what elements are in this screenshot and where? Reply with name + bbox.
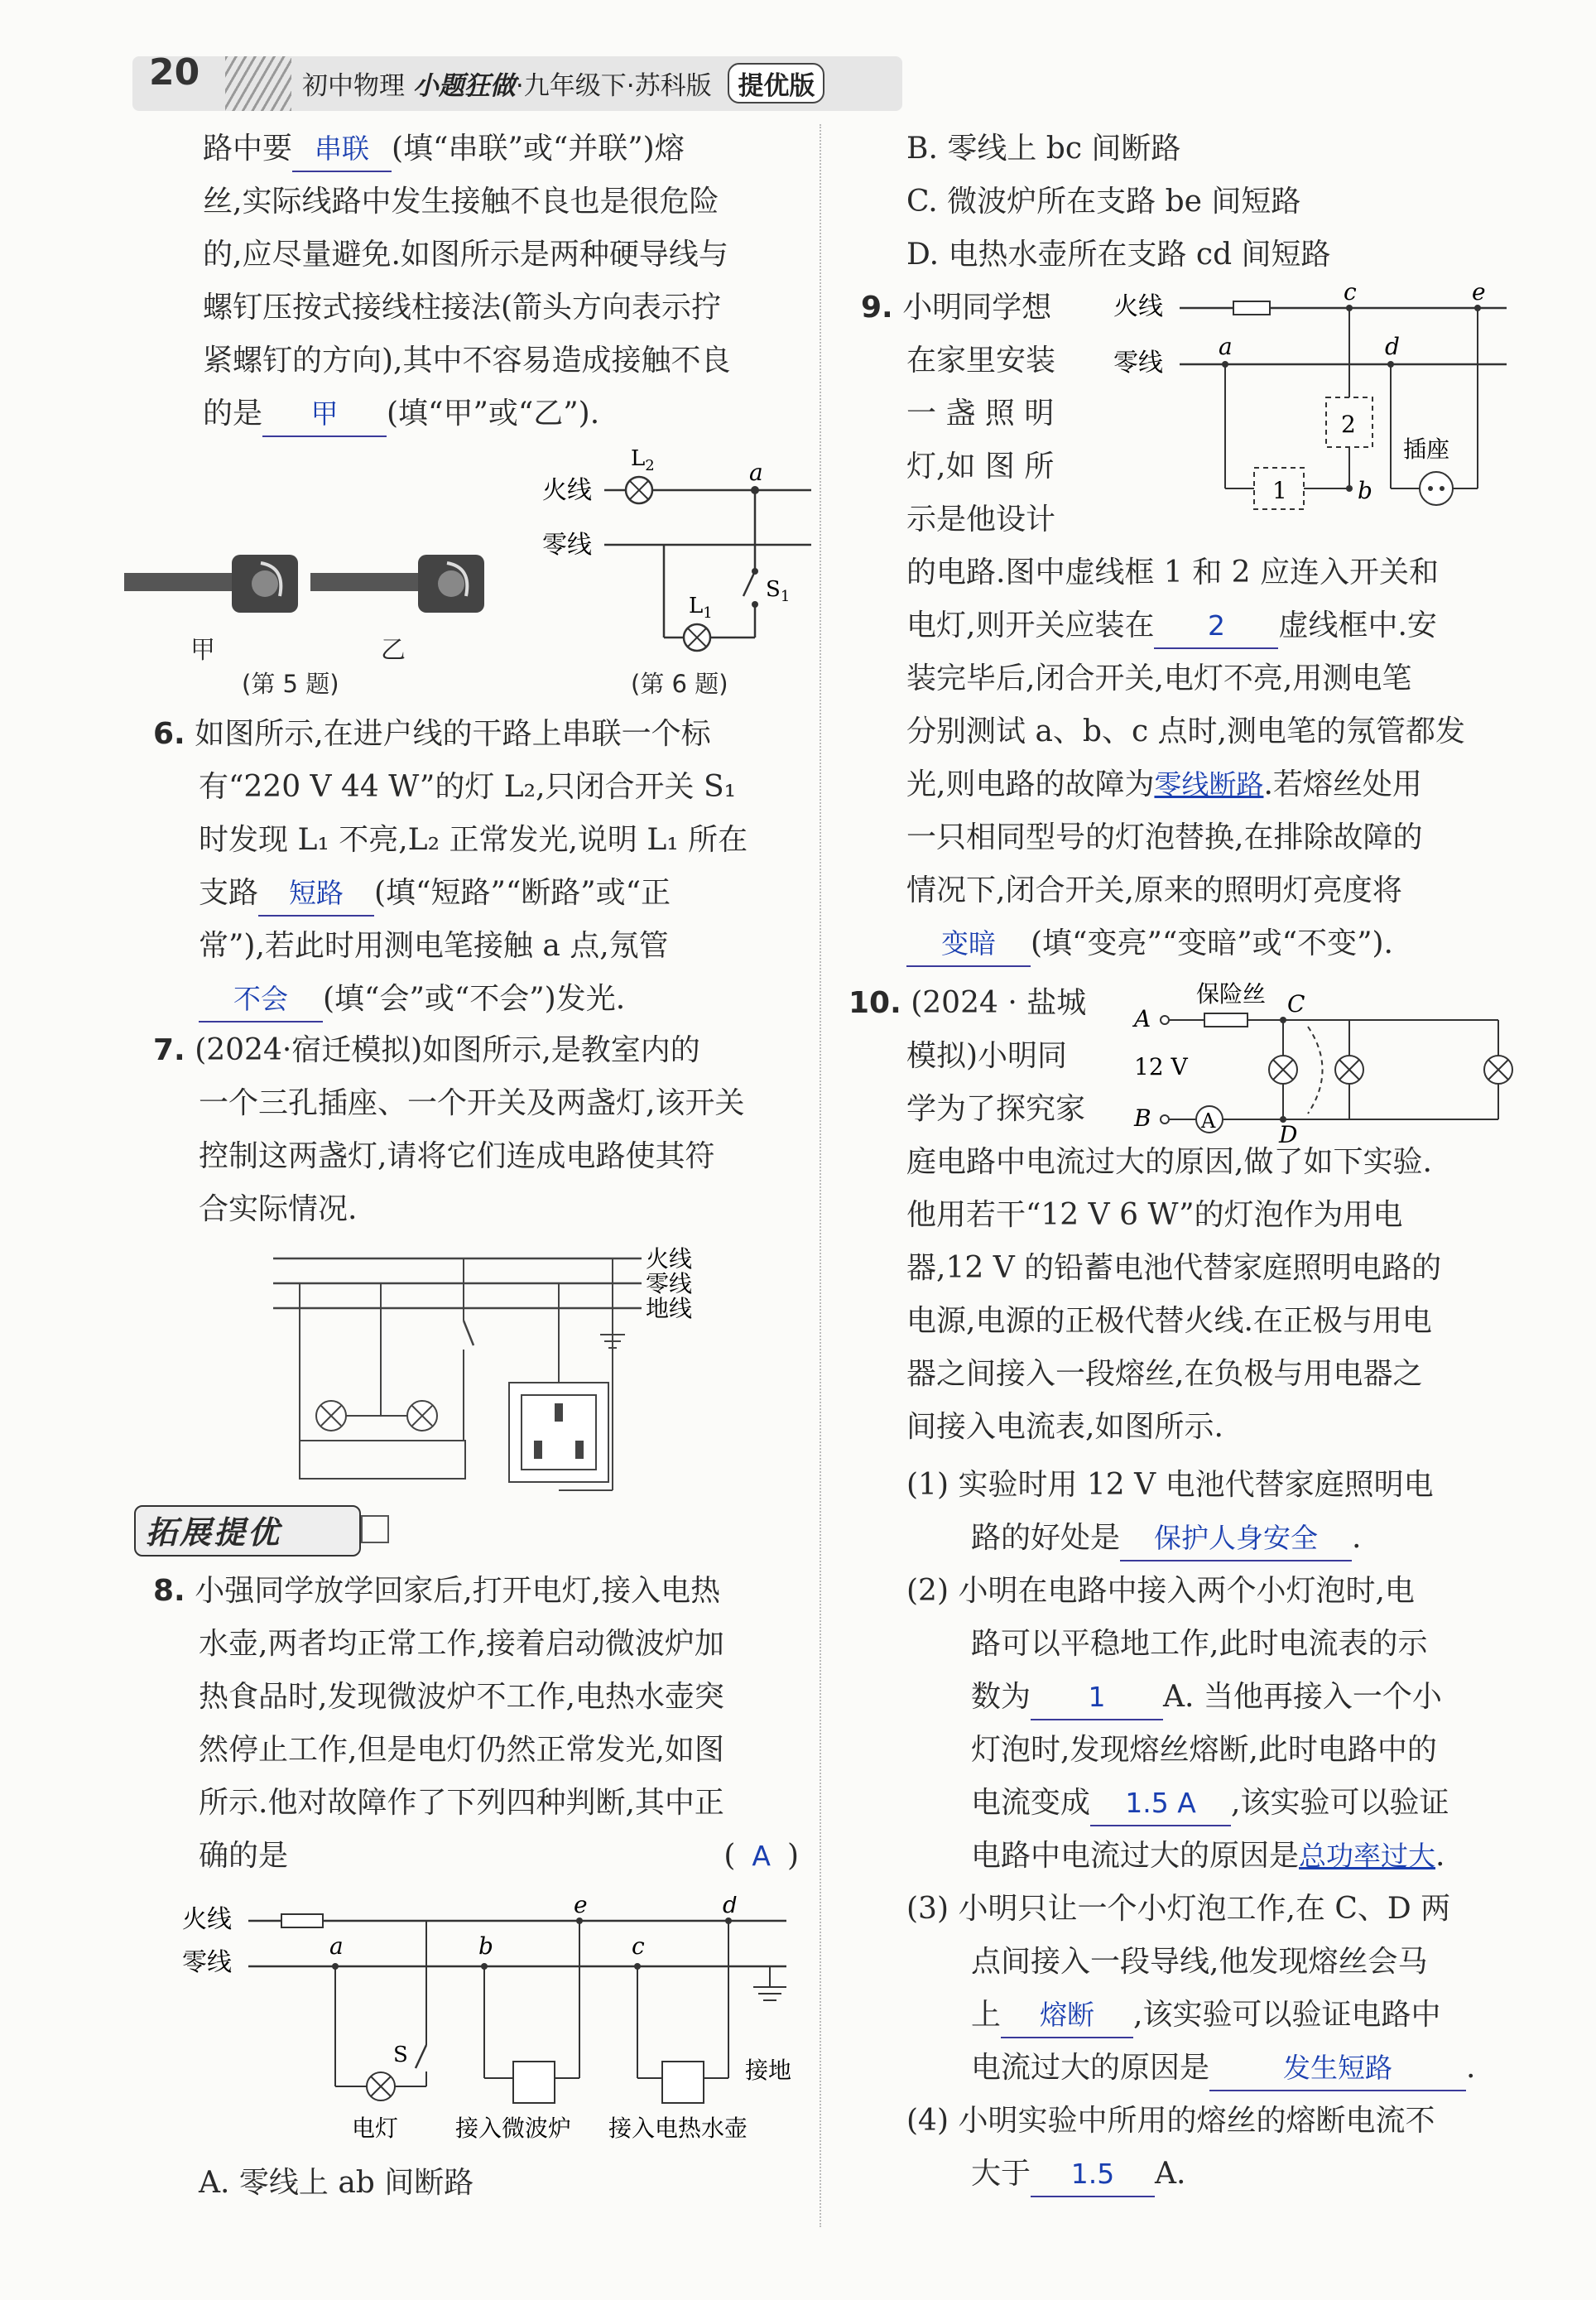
fig7-lamp-frame [300,1441,465,1479]
q10-text-body [906,1136,1569,1454]
q9-answer-2: 零线断路 [1154,768,1264,801]
fig8-a-label: a [329,1932,344,1960]
q6-line3: 时发现 L₁ 不亮,L₂ 正常发光,说明 L₁ 所在 [199,823,748,857]
q10-line1: (2024 · 盐城 [911,986,1087,1020]
fig6-L1-label: $L_1$ [689,594,713,622]
header-grade: ·九年级下·苏科版 [515,71,712,101]
q7-text [153,1024,807,1236]
q10-line3: 学为了探究家 [906,1092,1086,1126]
fig8-mw-label: 接入微波炉 [455,2115,572,2142]
fig8-b-label: b [478,1932,493,1960]
fig10-circuit [1122,977,1519,1143]
q9-line6: 的电路.图中虚线框 1 和 2 应连入开关和 [906,556,1440,589]
fig7-socket-pin-top [555,1403,563,1422]
fig8-mw-socket [513,2062,555,2103]
q10-p2-answer-2: 1.5 A [1090,1782,1231,1826]
fig10-B-label: B [1134,1104,1151,1132]
q10-p2-line2: 路可以平稳地工作,此时电流表的示 [971,1627,1428,1661]
column-divider [820,124,821,2227]
fig9-circuit [1109,281,1515,522]
f6S1-subscript: 1 [780,588,791,605]
fig9-d-label: d [1385,333,1400,360]
q9-answer-1: 2 [1154,604,1278,649]
fig5-screw-yi [438,570,464,597]
fig10-A-label: A [1134,1005,1151,1032]
q8-line6: 确的是 [199,1839,289,1873]
fig5-wire-yi [310,573,430,591]
q10-p2-answer-3: 总功率过大 [1299,1840,1436,1872]
fig6-switch-S1 [743,571,755,596]
fig5-wires [116,538,505,646]
fig9-b-label: b [1358,477,1372,504]
fig7-socket-pin-right [575,1441,584,1459]
q9-line10: 光,则电路的故障为 [906,767,1155,801]
q9-line9: 分别测试 a、b、c 点时,测电笔的氖管都发 [906,715,1466,748]
q10-p2-line5: 电流变成 [971,1786,1091,1820]
fig8-e-label: e [574,1896,588,1918]
q8-number: 8. [153,1574,185,1608]
q7-number: 7. [153,1033,185,1067]
fig9-socket-label: 插座 [1403,435,1450,463]
q5-line1-post: (填“串联”或“并联”)熔 [392,132,685,166]
q9-line2: 在家里安装 [906,344,1056,378]
q10-p1-line2: 路的好处是 [971,1521,1121,1555]
q10-line6: 器,12 V 的铅蓄电池代替家庭照明电路的 [906,1251,1442,1285]
q10-p3-line4-post: . [1466,2051,1476,2085]
q10-text-top [848,977,1147,1136]
fig9-box-2-label: 2 [1341,411,1356,438]
fig10-fuse-label: 保险丝 [1196,980,1267,1008]
q5-line6: 的是 [203,397,263,431]
fig8-switch [416,2045,426,2068]
section-arrow-icon [361,1515,389,1543]
q9-text-bottom [906,546,1569,970]
fig9-a-label: a [1219,333,1233,360]
q8-line4: 然停止工作,但是电灯仍然正常发光,如图 [199,1733,724,1767]
q10-parts [906,1459,1569,2201]
q6-line4: 支路 [199,876,259,910]
q8-option-c: C. 微波炉所在支路 be 间短路 [906,185,1301,219]
q10-p4-line2: 大于 [971,2157,1031,2191]
q9-line12: 情况下,闭合开关,原来的照明灯亮度将 [906,873,1402,907]
fig10-terminal-A [1161,1016,1169,1024]
q10-p2-answer-1: 1 [1031,1676,1163,1720]
header-hatch [225,56,291,111]
fig6-circuit [538,447,820,662]
q10-p2-line5-post: ,该实验可以验证 [1231,1786,1449,1820]
q9-line3: 一 盏 照 明 [906,397,1055,431]
q8-answer-bracket: ( A ) [723,1839,799,1873]
q9-line7-post: 虚线框中.安 [1278,609,1437,642]
q10-line5: 他用若干“12 V 6 W”的灯泡作为用电 [906,1198,1403,1232]
q8-answer: A [752,1840,771,1872]
fig8-kt-label: 接入电热水壶 [608,2115,748,2142]
q10-p3-answer-1: 熔断 [1001,1994,1133,2038]
fig5-label-jia: 甲 [190,636,215,665]
q6-line1: 如图所示,在进户线的干路上串联一个标 [195,717,711,751]
fig8-d-label: d [723,1896,738,1918]
header-brand: 小题狂做 [412,71,516,101]
q10-p2-line6-post: . [1435,1839,1445,1873]
fig7-socket [509,1383,608,1482]
q6-answer-1: 短路 [258,872,374,917]
q10-p3-line3-post: ,该实验可以验证电路中 [1133,1998,1441,2032]
q10-p2-line1: (2) 小明在电路中接入两个小灯泡时,电 [906,1574,1415,1608]
q10-p1-line1: (1) 实验时用 12 V 电池代替家庭照明电 [906,1468,1434,1502]
fig6-S1-label: $S_1$ [766,577,791,605]
q10-p2-line3: 数为 [971,1680,1031,1714]
q8-line2: 水壶,两者均正常工作,接着启动微波炉加 [199,1627,724,1661]
fig8-fire-label: 火线 [182,1905,232,1934]
fig5-screw-jia [252,570,278,597]
q10-p3-line2: 点间接入一段导线,他发现熔丝会马 [971,1945,1428,1979]
q10-line8: 器之间接入一段熔丝,在负极与用电器之 [906,1357,1423,1391]
fig9-fire-label: 火线 [1113,292,1163,321]
fig8-kt-socket [662,2062,704,2103]
fig10-cd-wire [1308,1027,1323,1114]
q6-line4-post: (填“短路”“断路”或“正 [374,876,671,910]
q10-p2-line4: 灯泡时,发现熔丝熔断,此时电路中的 [971,1733,1437,1767]
q5-line2: 丝,实际线路中发生接触不良也是很危险 [203,185,719,219]
q6-number: 6. [153,717,185,751]
q10-line2: 模拟)小明同 [906,1039,1068,1073]
fig10-C-label: C [1287,990,1305,1018]
q10-p3-line1: (3) 小明只让一个小灯泡工作,在 C、D 两 [906,1892,1451,1926]
q9-line4: 灯,如 图 所 [906,450,1055,484]
fig8-neutral-label: 零线 [182,1948,232,1977]
q5-text [203,123,807,440]
fig9-c-label: c [1344,281,1357,306]
q6-text [153,708,807,1026]
q7-line1: (2024·宿迁模拟)如图所示,是教室内的 [195,1033,700,1067]
fig6-fire-label: 火线 [542,476,592,505]
q5-line6-post: (填“甲”或“乙”). [387,397,600,431]
fig5-caption: (第 5 题) [242,670,339,698]
q10-line7: 电源,电源的正极代替火线.在正极与用电 [906,1304,1432,1338]
fig9-box-1-label: 1 [1272,477,1287,504]
q10-p4-line2-post: A. [1155,2157,1186,2191]
q10-p2-line3-post: A. 当他再接入一个小 [1163,1680,1442,1714]
q9-line7: 电灯,则开关应装在 [906,609,1155,642]
fig7-switch [464,1321,474,1345]
fig9-socket-hole-r [1440,486,1445,491]
q7-line2: 一个三孔插座、一个开关及两盏灯,该开关 [199,1086,745,1120]
fig7-fire-label: 火线 [646,1245,693,1273]
q9-number: 9. [861,291,893,325]
f6L2-subscript: 2 [645,457,655,474]
fig5-label-yi: 乙 [381,636,406,665]
fig9-fuse [1233,301,1270,315]
q10-p3-line3: 上 [971,1998,1002,2032]
fig9-neutral-label: 零线 [1113,349,1163,378]
q6-line6-post: (填“会”或“不会”)发光. [323,982,626,1016]
q9-line11: 一只相同型号的灯泡替换,在排除故障的 [906,820,1423,854]
fig10-volt-label: 12 V [1134,1053,1188,1080]
q8-text [153,1565,807,1883]
q8-line3: 热食品时,发现微波炉不工作,电热水壶突 [199,1680,724,1714]
fig8-fuse [281,1914,323,1927]
fig9-socket-hole-l [1428,486,1433,491]
q10-p1-answer: 保护人身安全 [1120,1517,1352,1561]
fig8-lamp-label: 电灯 [352,2115,399,2142]
q8-option-b: B. 零线上 bc 间断路 [906,132,1181,166]
fig8-S-label: S [393,2043,408,2067]
q9-line1: 小明同学想 [902,291,1052,325]
fig10-ammeter-label: A [1201,1109,1216,1133]
q8-line5: 所示.他对故障作了下列四种判断,其中正 [199,1786,724,1820]
q7-line4: 合实际情况. [199,1192,358,1226]
q10-p2-line6: 电路中电流过大的原因是 [971,1839,1300,1873]
fig10-terminal-B [1161,1115,1169,1124]
fig8-circuit [174,1896,820,2169]
fig6-a-label: a [749,459,763,486]
fig8-c-label: c [632,1932,645,1960]
q5-line4: 螺钉压按式接线柱接法(箭头方向表示拧 [203,291,722,325]
f6L1-subscript: 1 [703,604,713,622]
q9-line13-post: (填“变亮”“变暗”或“不变”). [1031,926,1393,960]
q6-answer-2: 不会 [199,978,323,1022]
q5-answer-1: 串联 [292,128,392,172]
q10-p3-answer-2: 发生短路 [1209,2047,1466,2091]
q9-line8: 装完毕后,闭合开关,电灯不亮,用测电笔 [906,662,1412,695]
q7-line3: 控制这两盏灯,请将它们连成电路使其符 [199,1139,715,1173]
q8-option-a: A. 零线上 ab 间断路 [199,2166,474,2200]
fig6-neutral-label: 零线 [542,531,592,560]
q10-line4: 庭电路中电流过大的原因,做了如下实验. [906,1145,1432,1179]
header-badge: 提优版 [728,63,824,103]
q10-number: 10. [848,986,901,1020]
fig7-circuit [265,1242,728,1499]
q10-p3-line4: 电流过大的原因是 [971,2051,1210,2085]
q9-line5: 示是他设计 [906,503,1056,537]
q5-line5: 紧螺钉的方向),其中不容易造成接触不良 [203,344,731,378]
fig9-e-label: e [1472,281,1486,306]
page-number: 20 [149,51,200,94]
fig10-D-label: D [1279,1121,1298,1143]
fig7-socket-pin-left [534,1441,542,1459]
q10-p1-line2-post: . [1352,1521,1362,1555]
q5-line3: 的,应尽量避免.如图所示是两种硬导线与 [203,238,728,272]
fig5-wire-jia [124,573,232,591]
q8-optA [199,2157,811,2210]
q10-p4-answer: 1.5 [1031,2153,1155,2197]
section-title: 拓展提优 [146,1513,282,1551]
fig9-socket [1420,472,1453,505]
fig8-earth-label: 接地 [745,2057,792,2084]
fig6-L2-label: $L_2$ [631,447,655,474]
fig7-neutral-label: 零线 [646,1270,693,1297]
fig6-caption: (第 6 题) [631,670,728,698]
fig10-fuse [1204,1013,1247,1027]
q10-line9: 间接入电流表,如图所示. [906,1410,1223,1444]
q5-line1: 路中要 [203,132,293,166]
q8-options-right [906,123,1560,281]
header-title [302,63,824,103]
fig7-ground-label: 地线 [646,1295,693,1322]
q9-line10-post: .若熔丝处用 [1263,767,1422,801]
q8-line1: 小强同学放学回家后,打开电灯,接入电热 [195,1574,721,1608]
q5-answer-2: 甲 [262,392,387,437]
q10-p4-line1: (4) 小明实验中所用的熔丝的熔断电流不 [906,2104,1435,2138]
q8-option-d: D. 电热水壶所在支路 cd 间短路 [906,238,1331,272]
q9-answer-3: 变暗 [906,922,1031,967]
header-subject: 初中物理 [302,71,405,101]
q6-line5: 常”),若此时用测电笔接触 a 点,氖管 [199,929,669,963]
q6-line2: 有“220 V 44 W”的灯 L₂,只闭合开关 S₁ [199,770,737,804]
